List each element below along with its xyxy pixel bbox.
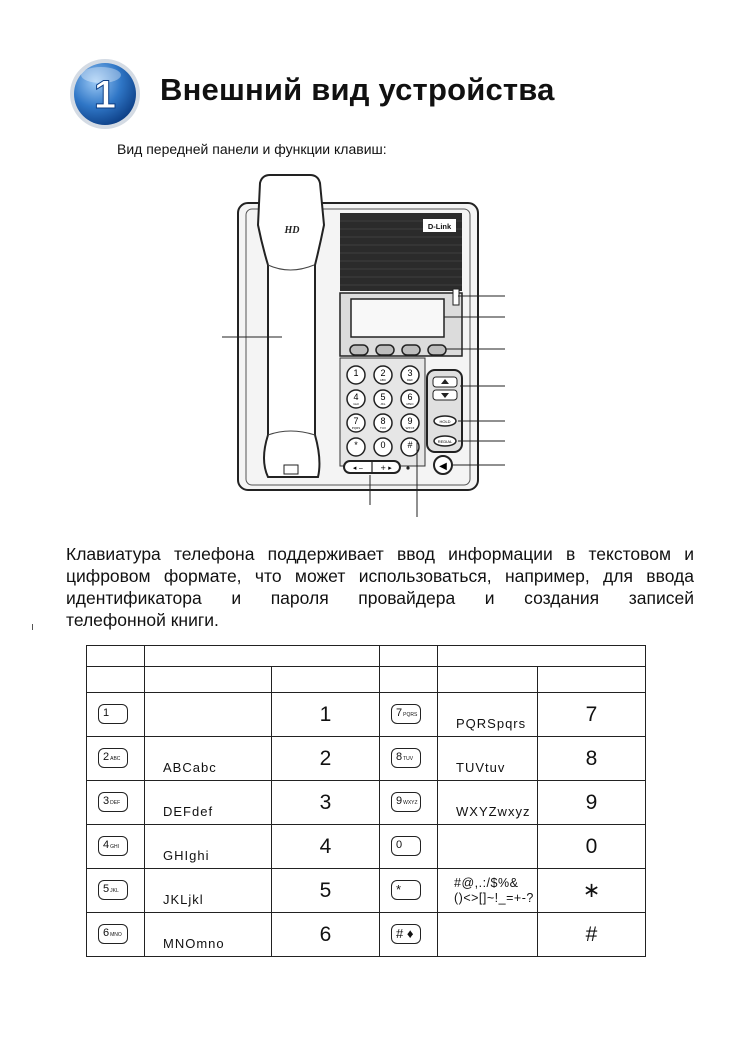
key-6-icon: 6MNO — [98, 924, 128, 944]
margin-mark — [32, 624, 33, 630]
table-row — [87, 693, 646, 737]
key-number: 1 — [272, 693, 380, 737]
keypad-key-digit: # — [407, 440, 413, 450]
key-star-icon: * — [391, 880, 421, 900]
keypad-key-digit: 6 — [407, 392, 413, 402]
status-led — [453, 289, 459, 305]
handset-logo: HD — [284, 225, 300, 236]
section-number-badge — [68, 57, 142, 131]
table-row — [87, 825, 646, 869]
keypad-key-digit: 3 — [407, 368, 413, 378]
keypad-character-table — [86, 645, 646, 957]
keypad-key-digit: 2 — [380, 368, 386, 378]
paragraph-line-2: цифровом формате, что может использоваться, например, для ввода — [66, 566, 694, 586]
key-1-icon: 1 — [98, 704, 128, 724]
key-number: # — [538, 913, 646, 957]
svg-text:REDIAL: REDIAL — [437, 439, 453, 444]
keypad-key-letters: WXYZ — [405, 426, 415, 430]
keypad-key-digit: 5 — [380, 392, 386, 402]
table-row — [87, 869, 646, 913]
key-number: 0 — [538, 825, 646, 869]
paragraph-line-4: телефонной книги. — [66, 610, 219, 630]
key-2-icon: 2ABC — [98, 748, 128, 768]
table-header-row-1 — [87, 646, 646, 667]
page-subtitle: Вид передней панели и функции клавиш: — [117, 141, 387, 157]
key-8-icon: 8TUV — [391, 748, 421, 768]
microphone-hole — [406, 466, 409, 469]
keypad-key-letters: PQRS — [351, 426, 361, 430]
key-4-icon: 4GHI — [98, 836, 128, 856]
key-3-icon: 3DEF — [98, 792, 128, 812]
keypad-description — [66, 543, 694, 631]
key-number: 7 — [538, 693, 646, 737]
key-7-icon: 7PQRS — [391, 704, 421, 724]
svg-text:◀: ◀ — [439, 461, 447, 472]
paragraph-line-3: идентификатора и пароля провайдера и создания записей — [66, 588, 694, 608]
keypad-key-digit: 0 — [380, 440, 386, 450]
key-letters: GHIghi — [145, 825, 272, 869]
key-number: ∗ — [538, 869, 646, 913]
key-number: 8 — [538, 737, 646, 781]
key-letters: MNOmno — [145, 913, 272, 957]
key-number: 2 — [272, 737, 380, 781]
keypad-key-digit: 8 — [380, 416, 386, 426]
page-title: Внешний вид устройства — [160, 72, 555, 107]
key-letters: TUVtuv — [438, 737, 538, 781]
key-number: 9 — [538, 781, 646, 825]
key-letters — [438, 913, 538, 957]
key-letters — [145, 693, 272, 737]
keypad-key-digit: * — [354, 440, 358, 450]
svg-text:HOLD: HOLD — [439, 419, 451, 424]
badge-number: 1 — [93, 73, 117, 117]
key-letters: JKLjkl — [145, 869, 272, 913]
key-number: 3 — [272, 781, 380, 825]
table-row — [87, 737, 646, 781]
key-0-icon: 0 — [391, 836, 421, 856]
keypad-key-letters: ABC — [379, 378, 387, 382]
key-letters: DEFdef — [145, 781, 272, 825]
key-5-icon: 5JKL — [98, 880, 128, 900]
key-letters: ABCabc — [145, 737, 272, 781]
table-header-row-2 — [87, 667, 646, 693]
brand-logo: D-Link — [427, 222, 452, 231]
key-9-icon: 9WXYZ — [391, 792, 421, 812]
key-letters: PQRSpqrs — [438, 693, 538, 737]
key-number: 4 — [272, 825, 380, 869]
keypad-key-letters: GHI — [353, 402, 359, 406]
key-number: 6 — [272, 913, 380, 957]
table-row — [87, 781, 646, 825]
key-number: 5 — [272, 869, 380, 913]
keypad-key-letters: MNO — [406, 402, 414, 406]
svg-text:◂ ‒: ◂ ‒ — [352, 464, 364, 472]
keypad-key-letters: DEF — [407, 378, 413, 382]
paragraph-line-1: Клавиатура телефона поддерживает ввод информации в текстовом и — [66, 544, 694, 564]
key-hash-icon: # ♦ — [391, 924, 421, 944]
lcd-screen — [351, 299, 444, 337]
key-letters: #@,.:/$%& ()<>[]~!_=+-? — [438, 869, 538, 913]
key-letters — [438, 825, 538, 869]
keypad-key-digit: 9 — [407, 416, 413, 426]
svg-text:+ ▸: + ▸ — [380, 464, 392, 472]
keypad-key-digit: 1 — [353, 368, 359, 378]
table-row — [87, 913, 646, 957]
keypad-key-digit: 4 — [353, 392, 359, 402]
keypad-key-letters: JKL — [380, 402, 386, 406]
keypad-key-letters: TUV — [380, 426, 386, 430]
phone-front-panel-illustration — [210, 165, 510, 525]
handset — [258, 175, 324, 477]
keypad-key-digit: 7 — [353, 416, 359, 426]
key-letters: WXYZwxyz — [438, 781, 538, 825]
